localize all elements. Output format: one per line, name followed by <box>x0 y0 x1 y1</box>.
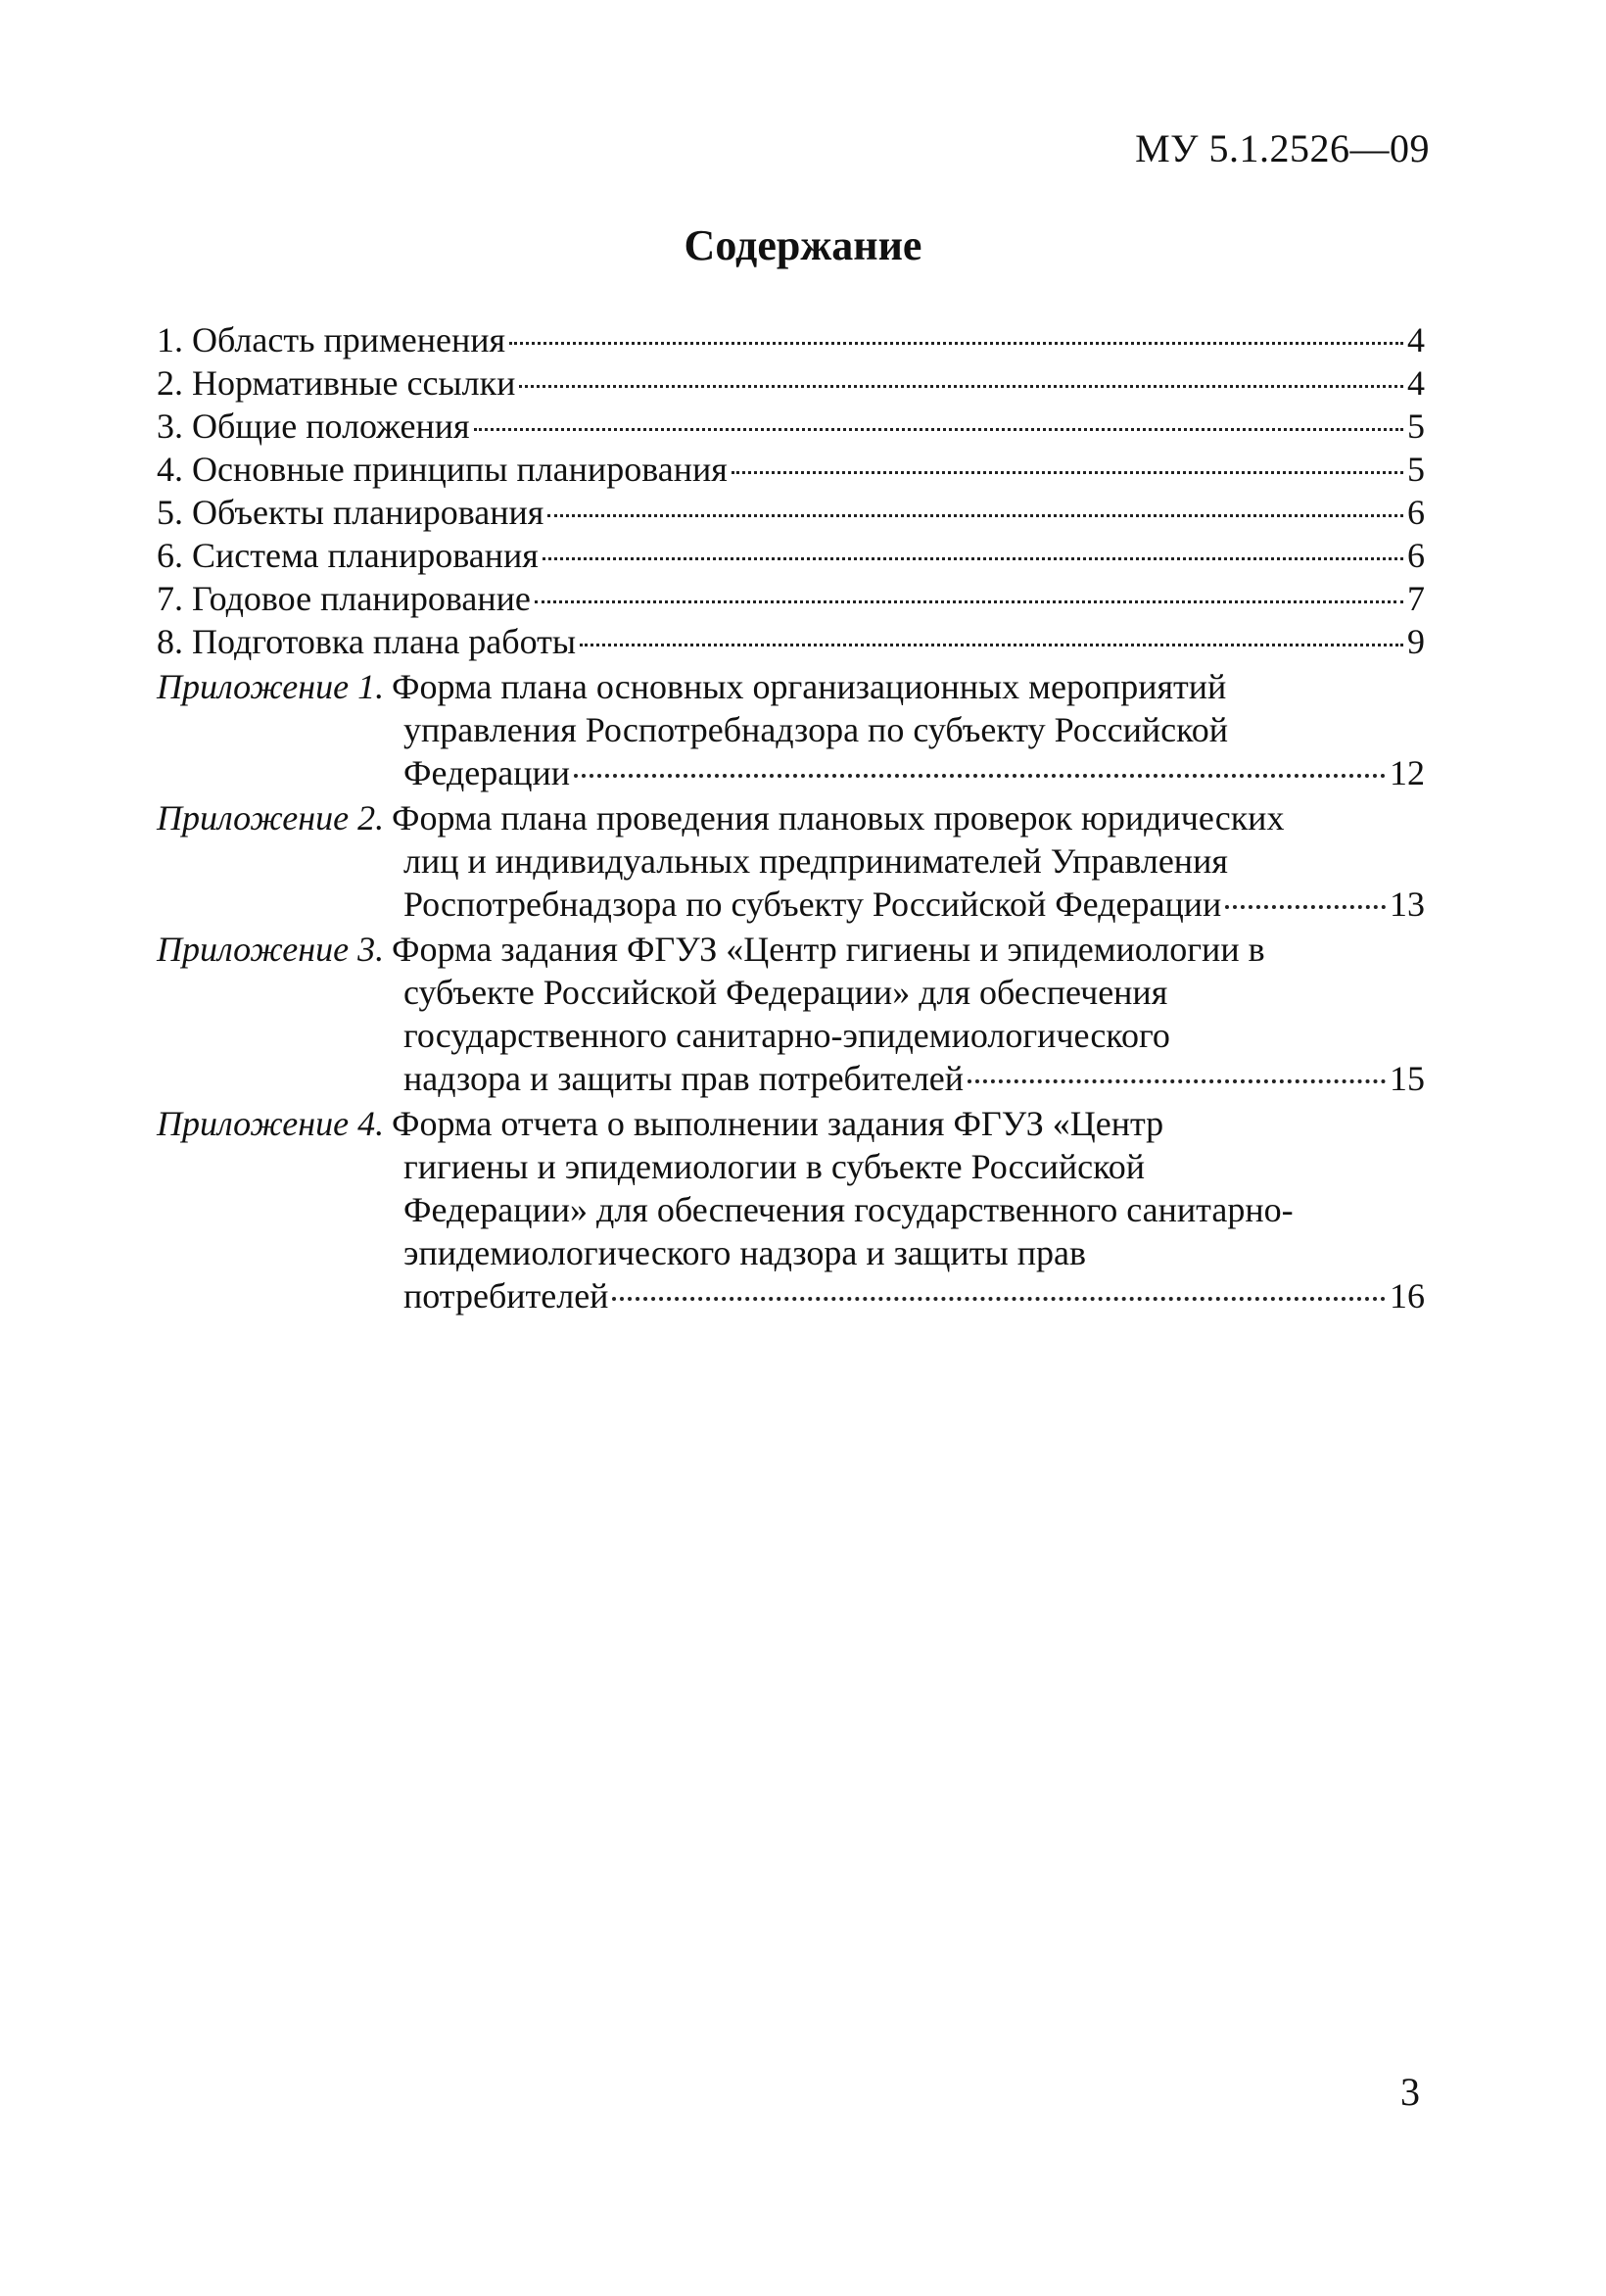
appendix-title-line: управления Роспотребнадзора по субъекту Российской <box>403 710 1229 749</box>
appendix-title-line: гигиены и эпидемиологии в субъекте Российской <box>403 1147 1146 1186</box>
toc-entry[interactable] <box>157 318 1425 361</box>
toc-entry-page: 4 <box>1407 320 1425 359</box>
toc-appendix-entry[interactable] <box>157 665 1425 794</box>
appendix-prefix: Приложение 2. <box>157 798 385 837</box>
toc-entry-page: 12 <box>1390 753 1425 792</box>
appendix-prefix: Приложение 3. <box>157 930 385 969</box>
toc-entry-title: 1. Область применения <box>157 320 506 359</box>
appendix-title-line: лиц и индивидуальных предпринимателей Управления <box>403 841 1228 881</box>
table-of-contents <box>157 318 1425 1317</box>
toc-entry-page: 6 <box>1407 493 1425 532</box>
appendix-body <box>392 928 1425 1100</box>
appendix-body <box>392 796 1425 926</box>
appendix-title-line: Федерации» для обеспечения государственного санитарно- <box>403 1190 1294 1229</box>
appendix-title-line: Форма отчета о выполнении задания ФГУЗ «Центр <box>392 1104 1164 1143</box>
toc-entry-title: 2. Нормативные ссылки <box>157 363 516 403</box>
appendix-title-line: потребителей <box>403 1276 609 1315</box>
toc-appendix-entry[interactable] <box>157 1102 1425 1317</box>
toc-appendices <box>157 665 1425 1317</box>
appendix-prefix: Приложение 4. <box>157 1104 385 1143</box>
appendix-title-line: Федерации <box>403 753 571 792</box>
appendix-title-line: субъекте Российской Федерации» для обеспечения <box>403 973 1168 1012</box>
page-number: 3 <box>1400 2070 1420 2114</box>
toc-entry-title: 7. Годовое планирование <box>157 579 531 618</box>
appendix-last-line <box>392 1057 1425 1100</box>
toc-entry[interactable] <box>157 361 1425 405</box>
toc-entry[interactable] <box>157 577 1425 620</box>
toc-entry-page: 6 <box>1407 536 1425 575</box>
dot-leader <box>732 471 1403 474</box>
dot-leader <box>580 644 1403 646</box>
dot-leader <box>535 600 1403 603</box>
appendix-title-line: эпидемиологического надзора и защиты прав <box>403 1233 1086 1272</box>
dot-leader <box>474 428 1403 431</box>
toc-entry-title: 6. Система планирования <box>157 536 539 575</box>
dot-leader <box>547 514 1403 517</box>
toc-entry-page: 4 <box>1407 363 1425 403</box>
toc-entry-page: 13 <box>1390 885 1425 924</box>
toc-entry[interactable] <box>157 620 1425 663</box>
toc-entry[interactable] <box>157 448 1425 491</box>
appendix-body <box>392 1102 1425 1317</box>
dot-leader <box>519 385 1403 388</box>
toc-entry-title: 5. Объекты планирования <box>157 493 544 532</box>
dot-leader <box>1225 905 1386 909</box>
dot-leader <box>612 1297 1386 1301</box>
appendix-title-line: Форма задания ФГУЗ «Центр гигиены и эпидемиологии в <box>392 930 1265 969</box>
appendix-title-line: Форма плана проведения плановых проверок юридических <box>392 798 1285 837</box>
appendix-prefix: Приложение 1. <box>157 667 385 706</box>
appendix-title-line: государственного санитарно-эпидемиологического <box>403 1016 1170 1055</box>
toc-entry-title: 4. Основные принципы планирования <box>157 450 728 489</box>
toc-entry-page: 9 <box>1407 622 1425 661</box>
toc-sections <box>157 318 1425 663</box>
dot-leader <box>574 774 1386 778</box>
toc-entry[interactable] <box>157 534 1425 577</box>
toc-entry-page: 5 <box>1407 450 1425 489</box>
toc-appendix-entry[interactable] <box>157 796 1425 926</box>
toc-entry-title: 8. Подготовка плана работы <box>157 622 577 661</box>
appendix-title-line: Роспотребнадзора по субъекту Российской Федерации <box>403 885 1222 924</box>
appendix-last-line <box>392 751 1425 794</box>
toc-entry-title: 3. Общие положения <box>157 407 470 446</box>
dot-leader <box>543 557 1403 560</box>
page-title: Содержание <box>684 221 922 269</box>
toc-entry[interactable] <box>157 405 1425 448</box>
toc-entry-page: 16 <box>1390 1276 1425 1315</box>
appendix-body <box>392 665 1425 794</box>
appendix-last-line <box>392 1274 1425 1317</box>
document-code: МУ 5.1.2526—09 <box>1135 126 1430 170</box>
toc-entry-page: 7 <box>1407 579 1425 618</box>
toc-entry[interactable] <box>157 491 1425 534</box>
toc-entry-page: 5 <box>1407 407 1425 446</box>
dot-leader <box>509 342 1403 345</box>
appendix-title-line: Форма плана основных организационных мероприятий <box>392 667 1227 706</box>
toc-entry-page: 15 <box>1390 1059 1425 1098</box>
appendix-last-line <box>392 883 1425 926</box>
appendix-title-line: надзора и защиты прав потребителей <box>403 1059 965 1098</box>
dot-leader <box>968 1079 1386 1083</box>
toc-appendix-entry[interactable] <box>157 928 1425 1100</box>
